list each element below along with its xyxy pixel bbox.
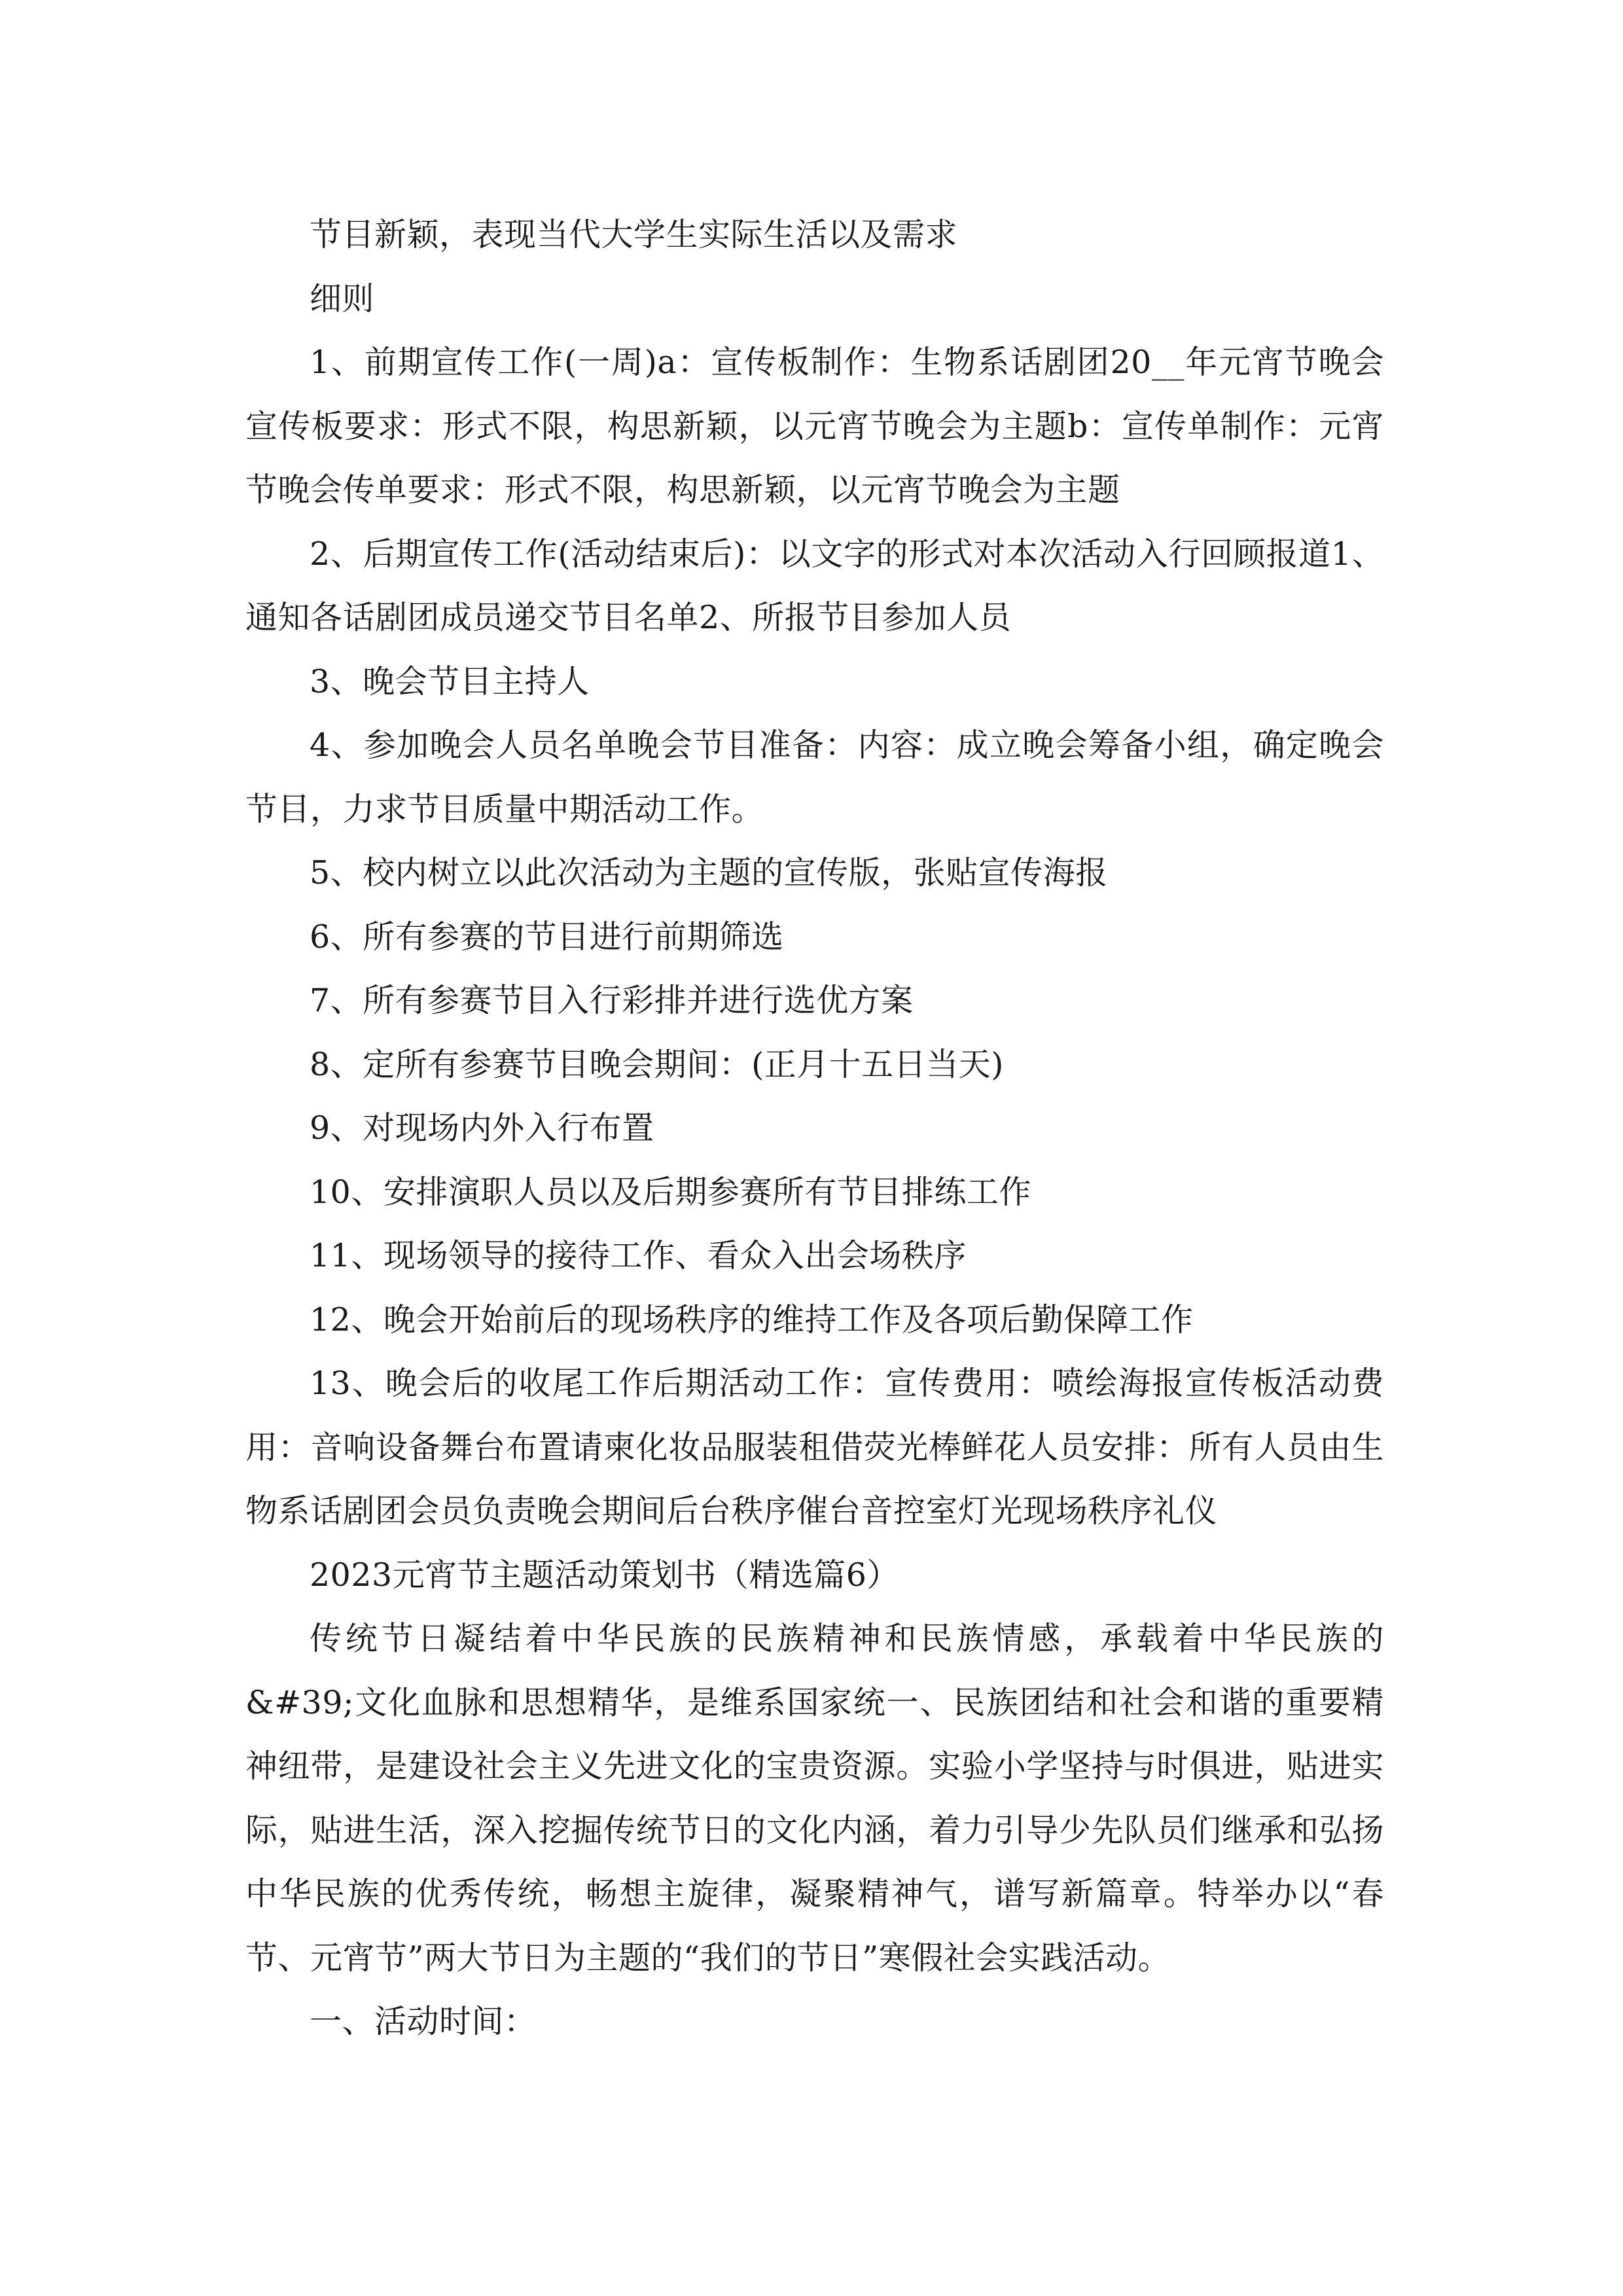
section-title: 2023元宵节主题活动策划书（精选篇6）: [310, 1556, 899, 1594]
list-item: 13、晚会后的收尾工作后期活动工作：宣传费用：喷绘海报宣传板活动费用：音响设备舞台布置请柬化妆品服装租借荧光棒鲜花人员安排：所有人员由生物系话剧团会员负责晚会期间后台秩序催台音控室灯光现场秩序礼仪: [245, 1365, 1384, 1530]
list-item: 3、晚会节目主持人: [310, 662, 590, 700]
list-item: 2、后期宣传工作(活动结束后)：以文字的形式对本次活动入行回顾报道1、通知各话剧团成员递交节目名单2、所报节目参加人员: [245, 535, 1384, 636]
document-body: [245, 203, 1384, 2054]
section-heading: 细则: [310, 279, 375, 317]
section-heading: 一、活动时间：: [310, 2003, 537, 2040]
list-item: 7、所有参赛节目入行彩排并进行选优方案: [310, 982, 914, 1019]
list-item: 10、安排演职人员以及后期参赛所有节目排练工作: [310, 1173, 1031, 1211]
list-item: 5、校内树立以此次活动为主题的宣传版，张贴宣传海报: [310, 854, 1108, 891]
list-item: 12、晚会开始前后的现场秩序的维持工作及各项后勤保障工作: [310, 1300, 1194, 1338]
list-item: 9、对现场内外入行布置: [310, 1109, 654, 1147]
list-item: 8、定所有参赛节目晚会期间：(正月十五日当天): [310, 1045, 1004, 1083]
list-item: 6、所有参赛的节目进行前期筛选: [310, 918, 784, 956]
paragraph: 节目新颖，表现当代大学生实际生活以及需求: [310, 216, 958, 253]
list-item: 1、前期宣传工作(一周)a：宣传板制作：生物系话剧团20__年元宵节晚会宣传板要求：形式不限，构思新颖，以元宵节晚会为主题b：宣传单制作：元宵节晚会传单要求：形式不限，构思新颖，以元宵节晚会为主题: [245, 344, 1384, 509]
list-item: 11、现场领导的接待工作、看众入出会场秩序: [310, 1237, 967, 1274]
paragraph: 传统节日凝结着中华民族的民族精神和民族情感，承载着中华民族的&#39;文化血脉和思想精华，是维系国家统一、民族团结和社会和谐的重要精神纽带，是建设社会主义先进文化的宝贵资源。实验小学坚持与时俱进，贴进实际，贴进生活，深入挖掘传统节日的文化内涵，着力引导少先队员们继承和弘扬中华民族的优秀传统，畅想主旋律，凝聚精神气，谱写新篇章。特举办以“春节、元宵节”两大节日为主题的“我们的节日”寒假社会实践活动。: [245, 1620, 1384, 1977]
list-item: 4、参加晚会人员名单晚会节目准备：内容：成立晚会筹备小组，确定晚会节目，力求节目质量中期活动工作。: [245, 726, 1384, 828]
